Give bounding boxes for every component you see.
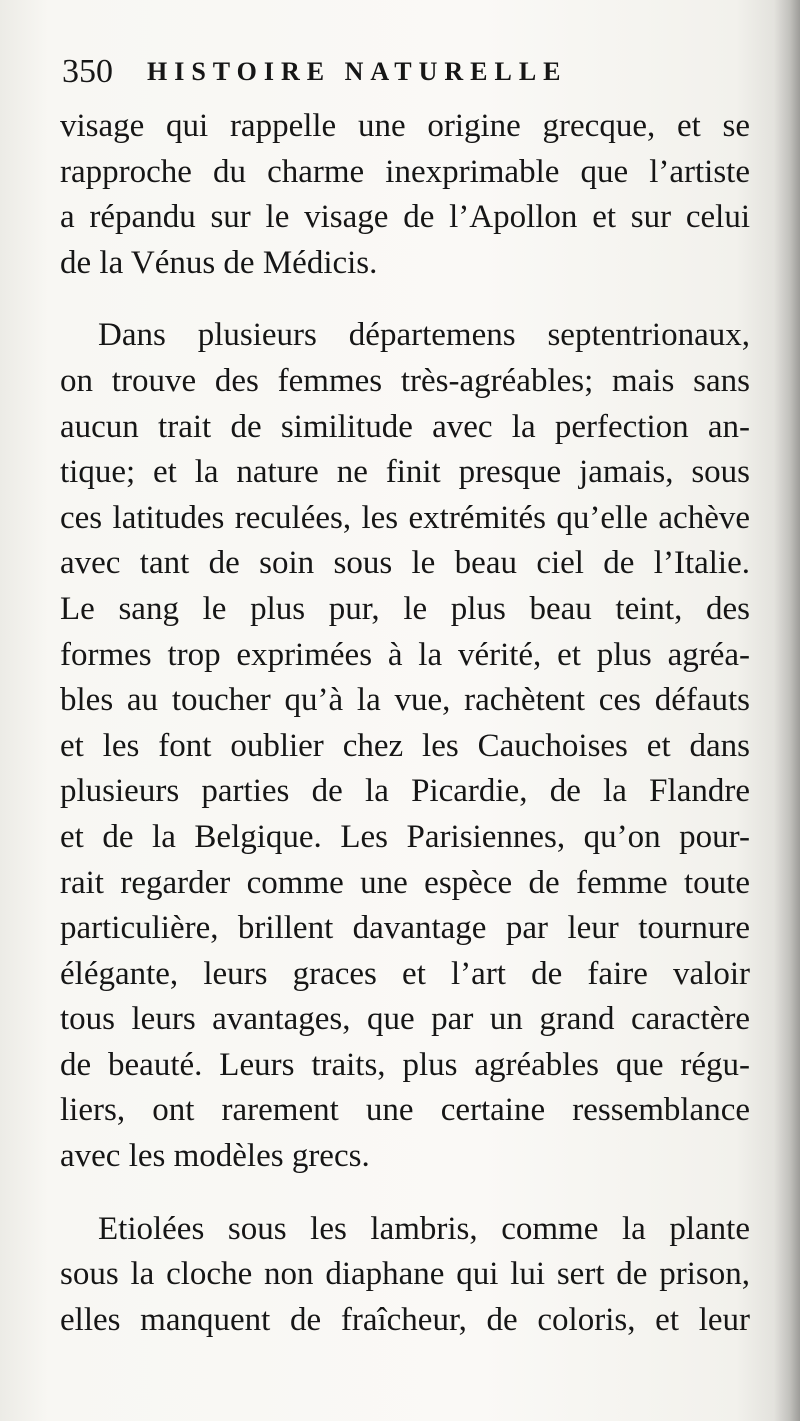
text-line: a répandu sur le visage de l’Apollon et sur celui (60, 199, 750, 236)
text-line: aucun trait de similitude avec la perfection an- (60, 408, 750, 445)
text-line: Le sang le plus pur, le plus beau teint, des (60, 590, 750, 627)
text-line: formes trop exprimées à la vérité, et plus agréa- (60, 636, 750, 673)
page-number: 350 (62, 53, 113, 90)
text-line: rapproche du charme inexprimable que l’artiste (60, 153, 750, 190)
page-edge-shadow (774, 0, 800, 1421)
paragraph-3 (60, 1207, 750, 1344)
text-line: elles manquent de fraîcheur, de coloris, et leur (60, 1301, 750, 1338)
text-line: rait regarder comme une espèce de femme toute (60, 864, 750, 901)
text-line: de la Vénus de Médicis. (60, 244, 378, 281)
text-line: bles au toucher qu’à la vue, rachètent ces défauts (60, 682, 750, 719)
text-line: ces latitudes reculées, les extrémités qu’elle achève (60, 499, 750, 536)
body-text (60, 104, 750, 1343)
text-line: plusieurs parties de la Picardie, de la Flandre (60, 773, 750, 810)
text-line: avec tant de soin sous le beau ciel de l’Italie. (60, 545, 750, 582)
text-line: de beauté. Leurs traits, plus agréables que régu- (60, 1046, 750, 1083)
text-line: sous la cloche non diaphane qui lui sert de prison, (60, 1256, 750, 1293)
text-line: tique; et la nature ne finit presque jamais, sous (60, 454, 750, 491)
text-line: Dans plusieurs départemens septentrionaux, (98, 317, 750, 354)
paragraph-1 (60, 104, 750, 286)
paragraph-gap (60, 1180, 750, 1207)
text-line: et de la Belgique. Les Parisiennes, qu’on pour- (60, 818, 750, 855)
paragraph-2 (60, 313, 750, 1179)
text-line: tous leurs avantages, que par un grand caractère (60, 1001, 750, 1038)
text-line: liers, ont rarement une certaine ressemblance (60, 1092, 750, 1129)
text-line: visage qui rappelle une origine grecque, et se (60, 108, 750, 144)
text-line: particulière, brillent davantage par leur tournure (60, 910, 750, 947)
text-line: avec les modèles grecs. (60, 1138, 370, 1175)
page-header (62, 52, 752, 92)
running-title: HISTOIRE NATURELLE (147, 57, 568, 86)
text-line: élégante, leurs graces et l’art de faire valoir (60, 955, 750, 992)
text-line: Etiolées sous les lambris, comme la plante (98, 1210, 750, 1247)
text-line: et les font oublier chez les Cauchoises et dans (60, 727, 750, 764)
text-line: on trouve des femmes très-agréables; mais sans (60, 362, 750, 399)
paragraph-gap (60, 286, 750, 313)
